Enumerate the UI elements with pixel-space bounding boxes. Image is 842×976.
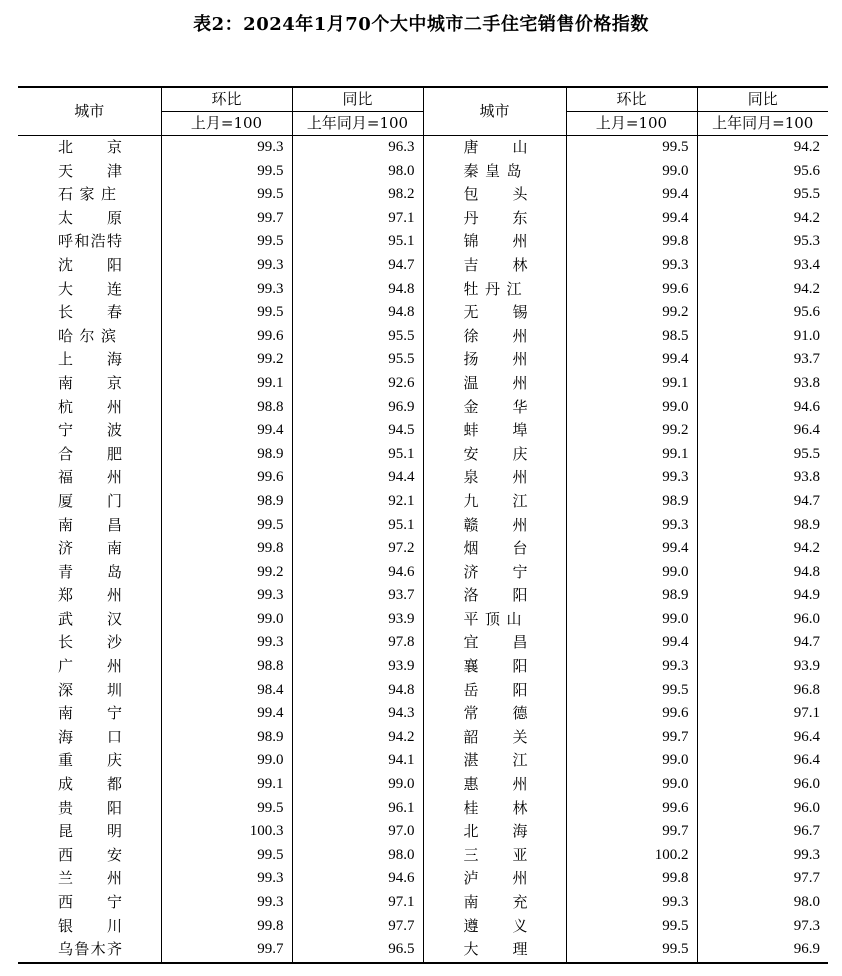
city-name-left: 武汉 <box>58 609 122 628</box>
city-name-left: 太原 <box>58 208 122 227</box>
yoy-value-left: 93.9 <box>292 655 423 679</box>
city-name-right: 徐州 <box>423 325 566 349</box>
city-name-left: 天津 <box>58 161 122 180</box>
yoy-value-right: 94.7 <box>697 490 828 514</box>
yoy-value-left: 94.5 <box>292 419 423 443</box>
yoy-value-right: 93.8 <box>697 372 828 396</box>
mom-value-right: 99.0 <box>566 160 697 184</box>
city-name-right: 常德 <box>423 702 566 726</box>
city-header-right: 城市 <box>423 87 566 136</box>
city-name-right: 惠州 <box>423 773 566 797</box>
yoy-value-left: 98.0 <box>292 160 423 184</box>
city-name-right: 宜昌 <box>423 631 566 655</box>
yoy-value-right: 97.7 <box>697 867 828 891</box>
page-title: 表2：2024年1月70个大中城市二手住宅销售价格指数 <box>193 14 649 35</box>
city-name-left: 成都 <box>58 775 122 794</box>
city-name-right: 扬州 <box>423 348 566 372</box>
yoy-value-right: 94.2 <box>697 136 828 160</box>
yoy-value-right: 96.4 <box>697 419 828 443</box>
mom-value-right: 99.5 <box>566 136 697 160</box>
yoy-value-right: 93.9 <box>697 655 828 679</box>
city-name-right: 桂林 <box>423 797 566 821</box>
city-name-left: 福州 <box>58 468 122 487</box>
city-name-left: 南昌 <box>58 515 122 534</box>
mom-value-left: 99.4 <box>161 702 292 726</box>
yoy-value-left: 96.5 <box>292 938 423 963</box>
mom-value-left: 99.3 <box>161 867 292 891</box>
mom-value-left: 98.8 <box>161 655 292 679</box>
mom-value-left: 99.7 <box>161 207 292 231</box>
mom-value-left: 99.5 <box>161 797 292 821</box>
yoy-value-left: 94.7 <box>292 254 423 278</box>
yoy-value-left: 95.1 <box>292 514 423 538</box>
mom-value-right: 99.6 <box>566 278 697 302</box>
mom-value-right: 99.8 <box>566 230 697 254</box>
mom-value-right: 99.2 <box>566 419 697 443</box>
mom-value-left: 98.4 <box>161 679 292 703</box>
city-name-left: 广州 <box>58 657 122 676</box>
city-name-right: 岳阳 <box>423 679 566 703</box>
city-name-left: 贵阳 <box>58 798 122 817</box>
yoy-value-right: 95.5 <box>697 443 828 467</box>
city-name-left: 石家庄 <box>58 185 116 204</box>
city-name-right: 秦皇岛 <box>423 160 566 184</box>
city-name-left: 合肥 <box>58 444 122 463</box>
yoy-value-left: 98.2 <box>292 183 423 207</box>
yoy-value-right: 94.2 <box>697 278 828 302</box>
table-row <box>18 679 828 703</box>
mom-base-left: 上月=100 <box>161 112 292 136</box>
table-row <box>18 301 828 325</box>
city-name-left: 西宁 <box>58 893 122 911</box>
table-body <box>18 136 828 963</box>
yoy-value-right: 96.9 <box>697 938 828 963</box>
yoy-value-right: 94.6 <box>697 396 828 420</box>
yoy-value-right: 95.6 <box>697 301 828 325</box>
mom-value-right: 99.6 <box>566 702 697 726</box>
mom-value-right: 99.1 <box>566 443 697 467</box>
table-row <box>18 749 828 773</box>
mom-value-left: 99.8 <box>161 537 292 561</box>
price-index-table <box>18 86 828 964</box>
mom-value-right: 99.4 <box>566 207 697 231</box>
yoy-value-left: 99.0 <box>292 773 423 797</box>
table-row <box>18 938 828 963</box>
city-name-right: 赣州 <box>423 514 566 538</box>
city-name-right: 泸州 <box>423 867 566 891</box>
mom-value-right: 99.0 <box>566 608 697 632</box>
city-name-right: 唐山 <box>423 136 566 160</box>
mom-value-right: 98.9 <box>566 490 697 514</box>
yoy-value-right: 96.0 <box>697 773 828 797</box>
mom-value-left: 99.5 <box>161 230 292 254</box>
mom-value-right: 99.1 <box>566 372 697 396</box>
city-name-right: 九江 <box>423 490 566 514</box>
yoy-value-right: 94.2 <box>697 537 828 561</box>
yoy-value-right: 93.4 <box>697 254 828 278</box>
yoy-value-right: 96.0 <box>697 797 828 821</box>
mom-value-left: 99.0 <box>161 608 292 632</box>
city-name-left: 北京 <box>58 138 122 156</box>
mom-header-right: 环比 <box>566 87 697 112</box>
city-name-left: 呼和浩特 <box>58 232 122 251</box>
yoy-value-left: 94.4 <box>292 466 423 490</box>
city-name-right: 湛江 <box>423 749 566 773</box>
city-name-left: 沈阳 <box>58 255 122 274</box>
mom-value-left: 99.3 <box>161 136 292 160</box>
mom-value-right: 99.0 <box>566 561 697 585</box>
table-row <box>18 466 828 490</box>
table-row <box>18 655 828 679</box>
city-name-left: 银川 <box>58 916 122 935</box>
yoy-value-right: 96.7 <box>697 820 828 844</box>
mom-base-right: 上月=100 <box>566 112 697 136</box>
table-row <box>18 136 828 160</box>
city-header-left: 城市 <box>18 87 161 136</box>
city-name-right: 济宁 <box>423 561 566 585</box>
mom-value-right: 99.0 <box>566 773 697 797</box>
yoy-value-right: 99.3 <box>697 844 828 868</box>
yoy-value-right: 93.7 <box>697 348 828 372</box>
mom-value-left: 99.7 <box>161 938 292 963</box>
table-row <box>18 325 828 349</box>
city-name-right: 无锡 <box>423 301 566 325</box>
city-name-right: 韶关 <box>423 726 566 750</box>
city-name-left: 乌鲁木齐 <box>18 938 161 963</box>
city-name-right: 温州 <box>423 372 566 396</box>
yoy-value-left: 94.8 <box>292 301 423 325</box>
table-row <box>18 702 828 726</box>
table-row <box>18 230 828 254</box>
city-name-right: 泉州 <box>423 466 566 490</box>
table-row <box>18 490 828 514</box>
city-name-left: 杭州 <box>58 397 122 416</box>
mom-value-right: 99.5 <box>566 679 697 703</box>
yoy-header-left: 同比 <box>292 87 423 112</box>
table-row <box>18 396 828 420</box>
city-name-left: 重庆 <box>58 751 122 770</box>
city-name-left: 宁波 <box>58 421 122 440</box>
city-name-left: 长春 <box>58 303 122 322</box>
table-row <box>18 419 828 443</box>
yoy-value-left: 94.6 <box>292 867 423 891</box>
mom-value-right: 99.7 <box>566 726 697 750</box>
mom-value-right: 99.6 <box>566 797 697 821</box>
city-name-right: 牡丹江 <box>423 278 566 302</box>
mom-value-left: 99.6 <box>161 325 292 349</box>
yoy-value-left: 95.1 <box>292 230 423 254</box>
city-name-right: 锦州 <box>423 230 566 254</box>
mom-value-right: 98.5 <box>566 325 697 349</box>
table-row <box>18 372 828 396</box>
city-name-left: 长沙 <box>58 633 122 652</box>
yoy-value-left: 94.8 <box>292 679 423 703</box>
mom-value-right: 99.3 <box>566 254 697 278</box>
mom-value-right: 98.9 <box>566 584 697 608</box>
mom-value-left: 99.0 <box>161 749 292 773</box>
yoy-value-right: 96.4 <box>697 749 828 773</box>
yoy-value-right: 93.8 <box>697 466 828 490</box>
mom-value-left: 99.5 <box>161 301 292 325</box>
city-name-right: 平顶山 <box>423 608 566 632</box>
table-row <box>18 514 828 538</box>
mom-value-left: 98.9 <box>161 443 292 467</box>
mom-value-right: 99.0 <box>566 396 697 420</box>
mom-value-right: 99.4 <box>566 631 697 655</box>
yoy-value-left: 94.1 <box>292 749 423 773</box>
yoy-value-left: 95.5 <box>292 325 423 349</box>
city-name-left: 大连 <box>58 279 122 298</box>
mom-value-right: 99.2 <box>566 301 697 325</box>
city-name-left: 青岛 <box>58 562 122 581</box>
mom-value-left: 99.8 <box>161 915 292 939</box>
yoy-value-right: 97.1 <box>697 702 828 726</box>
city-name-left: 深圳 <box>58 680 122 699</box>
yoy-header-right: 同比 <box>697 87 828 112</box>
mom-value-left: 100.3 <box>161 820 292 844</box>
yoy-value-left: 97.7 <box>292 915 423 939</box>
table-row <box>18 631 828 655</box>
city-name-right: 烟台 <box>423 537 566 561</box>
yoy-value-left: 97.1 <box>292 207 423 231</box>
city-name-left: 郑州 <box>58 586 122 605</box>
table-row <box>18 726 828 750</box>
yoy-value-left: 94.8 <box>292 278 423 302</box>
table-row <box>18 207 828 231</box>
mom-value-right: 99.3 <box>566 514 697 538</box>
yoy-value-right: 91.0 <box>697 325 828 349</box>
mom-value-left: 98.8 <box>161 396 292 420</box>
yoy-value-right: 97.3 <box>697 915 828 939</box>
yoy-value-right: 98.0 <box>697 891 828 915</box>
table-row <box>18 160 828 184</box>
yoy-value-left: 92.6 <box>292 372 423 396</box>
table-row <box>18 773 828 797</box>
yoy-value-left: 97.8 <box>292 631 423 655</box>
yoy-base-left: 上年同月=100 <box>292 112 423 136</box>
yoy-value-left: 96.1 <box>292 797 423 821</box>
table-row <box>18 820 828 844</box>
table-row <box>18 797 828 821</box>
yoy-base-right: 上年同月=100 <box>697 112 828 136</box>
city-name-right: 蚌埠 <box>423 419 566 443</box>
mom-value-right: 99.5 <box>566 915 697 939</box>
city-name-left: 厦门 <box>58 491 122 510</box>
mom-value-left: 99.3 <box>161 278 292 302</box>
mom-value-left: 99.4 <box>161 419 292 443</box>
city-name-right: 北海 <box>423 820 566 844</box>
yoy-value-left: 97.2 <box>292 537 423 561</box>
city-name-right: 遵义 <box>423 915 566 939</box>
mom-value-left: 99.3 <box>161 254 292 278</box>
mom-value-right: 99.4 <box>566 348 697 372</box>
yoy-value-right: 95.3 <box>697 230 828 254</box>
table-row <box>18 584 828 608</box>
city-name-right: 安庆 <box>423 443 566 467</box>
yoy-value-right: 94.8 <box>697 561 828 585</box>
yoy-value-left: 95.5 <box>292 348 423 372</box>
city-name-right: 吉林 <box>423 254 566 278</box>
yoy-value-left: 92.1 <box>292 490 423 514</box>
yoy-value-right: 94.7 <box>697 631 828 655</box>
mom-value-right: 99.3 <box>566 655 697 679</box>
yoy-value-left: 97.0 <box>292 820 423 844</box>
mom-value-left: 99.6 <box>161 466 292 490</box>
table-row <box>18 443 828 467</box>
table-row <box>18 608 828 632</box>
table-row <box>18 844 828 868</box>
yoy-value-right: 94.2 <box>697 207 828 231</box>
mom-value-right: 99.7 <box>566 820 697 844</box>
mom-value-right: 99.5 <box>566 938 697 963</box>
mom-value-right: 99.3 <box>566 891 697 915</box>
mom-value-left: 99.1 <box>161 773 292 797</box>
yoy-value-right: 96.0 <box>697 608 828 632</box>
city-name-left: 上海 <box>58 350 122 369</box>
table-row <box>18 348 828 372</box>
city-name-left: 西安 <box>58 845 122 864</box>
mom-value-left: 99.3 <box>161 631 292 655</box>
city-name-right: 包头 <box>423 183 566 207</box>
mom-value-right: 99.4 <box>566 537 697 561</box>
yoy-value-right: 96.4 <box>697 726 828 750</box>
mom-value-right: 99.8 <box>566 867 697 891</box>
table-row <box>18 183 828 207</box>
city-name-right: 三亚 <box>423 844 566 868</box>
mom-value-left: 99.1 <box>161 372 292 396</box>
mom-value-right: 99.3 <box>566 466 697 490</box>
mom-value-left: 99.2 <box>161 561 292 585</box>
yoy-value-left: 94.2 <box>292 726 423 750</box>
mom-value-left: 99.3 <box>161 891 292 915</box>
mom-value-left: 98.9 <box>161 490 292 514</box>
yoy-value-left: 98.0 <box>292 844 423 868</box>
yoy-value-left: 95.1 <box>292 443 423 467</box>
city-name-left: 海口 <box>58 727 122 746</box>
city-name-left: 昆明 <box>58 822 122 841</box>
city-name-left: 南宁 <box>58 704 122 723</box>
city-name-left: 南京 <box>58 373 122 392</box>
mom-value-left: 99.2 <box>161 348 292 372</box>
mom-value-left: 99.5 <box>161 160 292 184</box>
table-row <box>18 891 828 915</box>
yoy-value-left: 93.9 <box>292 608 423 632</box>
mom-value-left: 99.5 <box>161 844 292 868</box>
yoy-value-right: 94.9 <box>697 584 828 608</box>
yoy-value-right: 95.6 <box>697 160 828 184</box>
table-row <box>18 915 828 939</box>
mom-value-right: 99.0 <box>566 749 697 773</box>
yoy-value-left: 94.3 <box>292 702 423 726</box>
mom-header-left: 环比 <box>161 87 292 112</box>
yoy-value-right: 95.5 <box>697 183 828 207</box>
city-name-right: 丹东 <box>423 207 566 231</box>
yoy-value-left: 96.9 <box>292 396 423 420</box>
table-row <box>18 537 828 561</box>
mom-value-right: 99.4 <box>566 183 697 207</box>
city-name-right: 金华 <box>423 396 566 420</box>
yoy-value-right: 98.9 <box>697 514 828 538</box>
city-name-left: 哈尔滨 <box>58 326 116 345</box>
table-row <box>18 561 828 585</box>
yoy-value-left: 97.1 <box>292 891 423 915</box>
table-row <box>18 254 828 278</box>
table-row <box>18 867 828 891</box>
table-row <box>18 278 828 302</box>
city-name-left: 济南 <box>58 539 122 558</box>
yoy-value-left: 94.6 <box>292 561 423 585</box>
mom-value-left: 99.5 <box>161 514 292 538</box>
mom-value-left: 98.9 <box>161 726 292 750</box>
yoy-value-left: 93.7 <box>292 584 423 608</box>
city-name-right: 大理 <box>423 938 566 963</box>
city-name-left: 兰州 <box>58 869 122 888</box>
yoy-value-right: 96.8 <box>697 679 828 703</box>
city-name-right: 南充 <box>423 891 566 915</box>
city-name-right: 洛阳 <box>423 584 566 608</box>
mom-value-left: 99.5 <box>161 183 292 207</box>
yoy-value-left: 96.3 <box>292 136 423 160</box>
mom-value-right: 100.2 <box>566 844 697 868</box>
mom-value-left: 99.3 <box>161 584 292 608</box>
city-name-right: 襄阳 <box>423 655 566 679</box>
